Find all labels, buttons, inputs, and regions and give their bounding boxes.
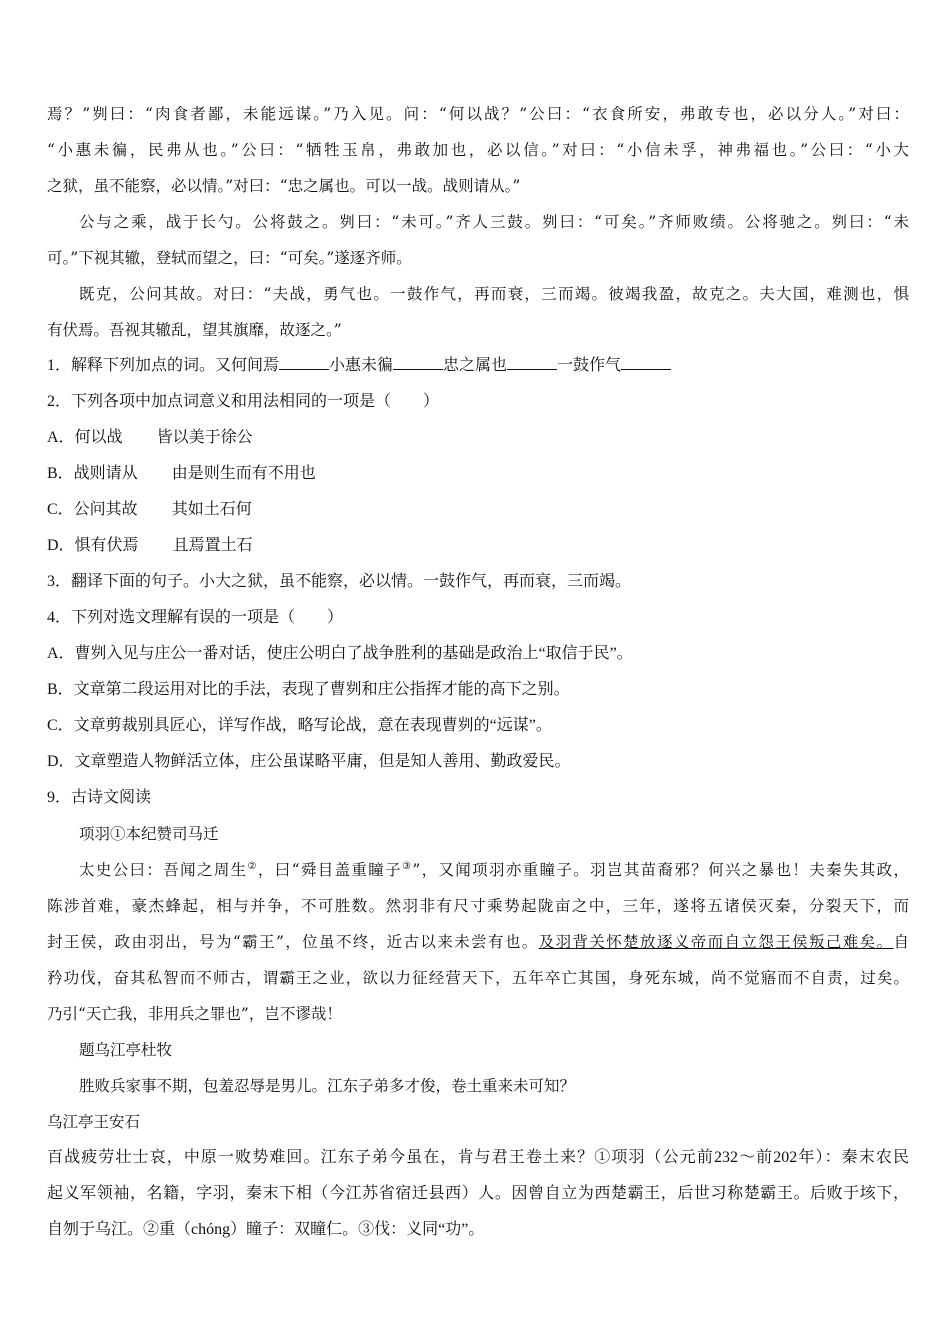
- text-title: 项羽①本纪赞司马迁: [79, 825, 219, 843]
- zan-line: 矜功伐，奋其私智而不师古，谓霸王之业，欲以力征经营天下，五年卒亡其国，身死东城，尚不觉寤而不自责，过矣。: [47, 969, 909, 987]
- notes-line: 起义军领袖，名籍，字羽，秦末下相（今江苏省宿迁县西）人。因曾自立为西楚霸王，后世习称楚霸王。后败于垓下，: [47, 1185, 909, 1202]
- underlined-sentence: 及羽背关怀楚放逐义帝而自立怨王侯叛己难矣。: [538, 933, 894, 951]
- zan-text: 自: [893, 933, 909, 951]
- option-left: D．惧有伏焉: [47, 537, 139, 554]
- option-right: 皆以美于徐公: [156, 429, 253, 446]
- option-left: A．何以战: [47, 429, 123, 446]
- notes-line: 百战疲劳壮士哀，中原一败势难回。江东子弟今虽在，肯与君王卷土来？①项羽（公元前232～前202年）：秦末农民: [47, 1149, 909, 1166]
- zan-text: ”，又闻项羽亦重瞳子。羽岂其苗裔邪？何兴之暴也！夫秦失其政，: [412, 861, 909, 879]
- question-3: 3．翻译下面的句子。小大之狱，虽不能察，必以情。一鼓作气，再而衰，三而竭。: [47, 573, 632, 590]
- poem-title: 乌江亭王安石: [47, 1113, 141, 1131]
- notes-line: 自刎于乌江。②重（chóng）瞳子：双瞳仁。③伐：义同“功”。: [47, 1221, 485, 1238]
- question-2-option: [47, 456, 909, 492]
- answer-blank[interactable]: [393, 355, 443, 370]
- question-2-option: [47, 492, 909, 528]
- footnote-mark: ③: [401, 860, 413, 872]
- question-4-stem: 4．下列对选文理解有误的一项是（ ）: [47, 609, 344, 626]
- q1-part4: 一鼓作气: [557, 357, 622, 374]
- option-left: C．公问其故: [47, 501, 138, 518]
- passage-line: “小惠未徧，民弗从也。”公曰：“牺牲玉帛，弗敢加也，必以信。”对曰：“小信未孚，神弗福也。”公曰：“小大: [47, 141, 909, 159]
- footnote-mark: ②: [247, 860, 258, 872]
- question-1: [47, 348, 909, 384]
- question-2-stem: 2．下列各项中加点词意义和用法相同的一项是（ ）: [47, 393, 440, 410]
- question-4-option: D．文章塑造人物鲜活立体，庄公虽谋略平庸，但是知人善用、勤政爱民。: [47, 753, 571, 770]
- option-left: B．战则请从: [47, 465, 138, 482]
- q1-part2: 小惠未徧: [329, 357, 394, 374]
- zan-line: 陈涉首难，豪杰蜂起，相与并争，不可胜数。然羽非有尺寸乘势起陇亩之中，三年，遂将五诸侯灭秦，分裂天下，而: [47, 897, 909, 915]
- option-right: 其如土石何: [171, 501, 252, 518]
- passage-line: 有伏焉。吾视其辙乱，望其旗靡，故逐之。”: [47, 321, 342, 339]
- question-2-option: [47, 528, 909, 564]
- answer-blank[interactable]: [279, 355, 329, 370]
- passage-line: 既克，公问其故。对曰：“夫战，勇气也。一鼓作气，再而衰，三而竭。彼竭我盈，故克之。夫大国，难测也，惧: [79, 285, 909, 303]
- passage-line: 可。”下视其辙，登轼而望之，曰：“可矣。”遂逐齐师。: [47, 249, 412, 267]
- passage-line: 焉？”刿曰：“肉食者鄙，未能远谋。”乃入见。问：“何以战？”公曰：“衣食所安，弗敢专也，必以分人。”对曰：: [47, 105, 909, 123]
- poem-text: 胜败兵家事不期，包羞忍辱是男儿。江东子弟多才俊，卷土重来未可知？: [79, 1077, 576, 1095]
- document-page: [47, 96, 909, 1248]
- question-2-option: [47, 420, 909, 456]
- zan-text: 太史公曰：吾闻之周生: [79, 861, 248, 879]
- passage-line: 公与之乘，战于长勺。公将鼓之。刿曰：“未可。”齐人三鼓。刿曰：“可矣。”齐师败绩。公将驰之。刿曰：“未: [79, 213, 909, 231]
- answer-blank[interactable]: [507, 355, 557, 370]
- zan-line: 乃引“天亡我，非用兵之罪也”，岂不谬哉！: [47, 1005, 342, 1023]
- question-4-option: C．文章剪裁别具匠心，详写作战，略写论战，意在表现曹刿的“远谋”。: [47, 717, 552, 734]
- section-9-heading: 9．古诗文阅读: [47, 789, 152, 806]
- q1-prefix: 1．解释下列加点的词。又何间焉: [47, 357, 280, 374]
- option-right: 且焉置土石: [172, 537, 253, 554]
- question-4-option: B．文章第二段运用对比的手法，表现了曹刿和庄公指挥才能的高下之别。: [47, 681, 570, 698]
- zan-line: [47, 852, 909, 888]
- question-4-option: A．曹刿入见与庄公一番对话，使庄公明白了战争胜利的基础是政治上“取信于民”。: [47, 645, 633, 662]
- zan-line: [47, 924, 909, 960]
- q1-part3: 忠之属也: [443, 357, 508, 374]
- zan-text: 封王侯，政由羽出，号为“霸王”，位虽不终，近古以来未尝有也。: [47, 933, 539, 951]
- option-right: 由是则生而有不用也: [171, 465, 316, 482]
- zan-text: ，曰“舜目盖重瞳子: [257, 861, 402, 879]
- answer-blank[interactable]: [621, 355, 671, 370]
- poem-title: 题乌江亭杜牧: [79, 1041, 173, 1059]
- passage-line: 之狱，虽不能察，必以情。”对曰：“忠之属也。可以一战。战则请从。”: [47, 177, 521, 195]
